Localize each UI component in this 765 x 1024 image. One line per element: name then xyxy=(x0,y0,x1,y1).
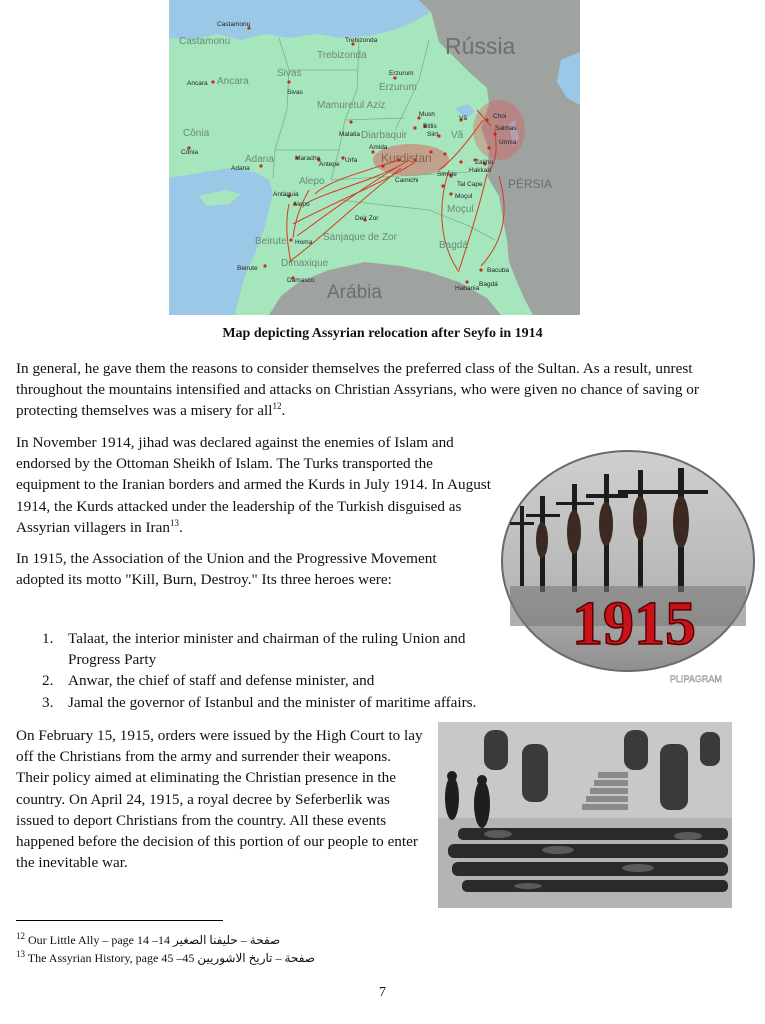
label-mamuretul: Mamuretul Aziz xyxy=(317,100,386,111)
paragraph-1 xyxy=(16,358,736,422)
footnote-ref-12[interactable]: 12 xyxy=(272,401,282,412)
list-text: Anwar, the chief of staff and defense minister, and xyxy=(68,672,375,690)
label-adana: Adana xyxy=(245,154,274,165)
footnote-text: Our Little Ally – page 14 –14 صفحة – حليفنا الصغير xyxy=(25,933,281,947)
label-urfa: Urfa xyxy=(345,157,358,164)
label-erzurum-city: Erzurum xyxy=(389,70,414,77)
label-erzurum: Erzurum xyxy=(379,82,417,93)
list-text: Jamal the governor of Istanbul and the minister of maritime affairs. xyxy=(68,693,477,711)
label-castamonu: Castamonu xyxy=(179,36,231,47)
label-habania: Habania xyxy=(455,285,480,292)
footnote-number: 13 xyxy=(16,949,25,959)
label-castamonu-city: Castamonu xyxy=(217,21,251,28)
page-number: 7 xyxy=(379,985,386,1000)
label-adana-city: Adana xyxy=(231,165,250,172)
label-conia-city: Cônia xyxy=(181,149,198,156)
label-antep: Antepe xyxy=(319,161,340,168)
list-item xyxy=(16,670,536,691)
list-number: 3. xyxy=(42,693,54,711)
label-marash: Marache xyxy=(295,155,321,162)
label-conia: Cônia xyxy=(183,128,210,139)
label-bitlis: Bitlis xyxy=(423,123,437,130)
label-trebizonda: Trebizonda xyxy=(317,50,367,61)
label-siirt: Siirt xyxy=(427,131,439,138)
paragraph-3: In 1915, the Association of the Union and the Progressive Movement adopted its motto "Kill, Burn, Destroy." Its three heroes were: xyxy=(16,550,437,589)
label-bagda: Bagdá xyxy=(439,240,468,251)
footnote-rule xyxy=(16,920,223,921)
label-sanjaque: Sanjaque de Zor xyxy=(323,232,397,243)
label-choi: Choi xyxy=(493,113,507,120)
paragraph-4: On February 15, 1915, orders were issued by the High Court to lay off the Christians from the army and surrender their weapons. Their policy aimed at eliminating the Christian presence in the country. On April 24, 1915, a royal decree by Seferberlik was issued to deport Christians from the country. All these events happened before the decision of this portion of our people to enter the inevitable war. xyxy=(16,727,423,872)
label-sivas-city: Sivas xyxy=(287,89,303,96)
paragraph-1-text: In general, he gave them the reasons to consider themselves the preferred class of the Sultan. As a result, unrest throughout the mountains intensified and attacks on Christian Assyrians, who were given no chance of saving or protecting themselves was a misery for all xyxy=(16,360,699,420)
label-beirute: Beirute xyxy=(255,236,287,247)
list-item xyxy=(16,628,488,670)
label-amida: Amida xyxy=(369,144,388,151)
photo-watermark: PLIPAGRAM xyxy=(670,674,722,684)
label-mocul-city: Moçul xyxy=(455,193,473,200)
relocation-map xyxy=(169,0,580,315)
label-beirute-city: Beirute xyxy=(237,265,258,272)
label-tal-cape: Tal Cape xyxy=(457,181,483,188)
label-persia: PÉRSIA xyxy=(508,177,553,191)
list-text: Talaat, the interior minister and chairman of the ruling Union and Progress Party xyxy=(68,630,466,669)
photo-1915-svg xyxy=(500,436,756,686)
list-item xyxy=(16,692,536,713)
label-diarbaquir: Diarbaquir xyxy=(361,130,408,141)
paragraph-2 xyxy=(16,432,492,538)
label-sivas: Sivas xyxy=(277,68,302,79)
footnote-number: 12 xyxy=(16,931,25,941)
label-trebizonda-city: Trebizonda xyxy=(345,37,378,44)
photo-victims-svg xyxy=(438,722,732,908)
footnote-ref-13[interactable]: 13 xyxy=(169,517,179,528)
year-1915-text: 1915 xyxy=(572,590,696,658)
list-number: 2. xyxy=(42,672,54,690)
label-arabia: Arábia xyxy=(327,282,382,303)
footnote-text: The Assyrian History, page 45 –45 صفحة – تاريخ الاشوريين xyxy=(25,951,315,965)
label-mush: Mush xyxy=(419,111,435,118)
label-salmas: Salmas xyxy=(495,125,517,132)
label-kurdistan: Kurdistan xyxy=(381,151,432,165)
paragraph-2-text: In November 1914, jihad was declared against the enemies of Islam and endorsed by the Ottoman Sheikh of Islam. The Turks transported the equipment to the Iranian borders and armed the Kurds in July 1914. In August 1914, the Kurds attacked under the leadership of the Turkish disguised as Assyrian villagers in Iran xyxy=(16,434,491,536)
label-antakya: Antáquia xyxy=(273,191,299,198)
label-va: Vã xyxy=(451,130,464,141)
label-zakho: Zakho xyxy=(475,159,494,166)
label-bacuba: Bacuba xyxy=(487,267,510,274)
paragraph-1-end: . xyxy=(281,402,286,420)
label-damasco: Damasco xyxy=(287,277,315,284)
photo-1915 xyxy=(500,436,756,686)
label-mocul: Moçul xyxy=(447,204,474,215)
label-dimaxique: Dimaxique xyxy=(281,258,329,269)
map-caption: Map depicting Assyrian relocation after Seyfo in 1914 xyxy=(222,326,543,341)
label-urmia: Urmia xyxy=(499,139,517,146)
footnote-12 xyxy=(16,933,280,947)
heroes-list xyxy=(16,628,536,713)
label-malatia: Malatia xyxy=(339,131,360,138)
label-alepo: Alepo xyxy=(299,176,325,187)
footnote-13 xyxy=(16,951,315,965)
label-va-city: Vã xyxy=(459,115,467,122)
paragraph-2-end: . xyxy=(178,518,183,536)
label-bagda-city: Bagdá xyxy=(479,281,498,288)
label-alepo-city: Alepo xyxy=(293,201,310,208)
label-homa: Homa xyxy=(295,239,313,246)
label-deir-zor: Deir Zor xyxy=(355,215,379,222)
photo-victims xyxy=(438,722,732,908)
map-svg xyxy=(169,0,580,315)
label-simele: Simele xyxy=(437,171,457,178)
list-number: 1. xyxy=(42,630,54,647)
label-kamishli: Camichi xyxy=(395,177,419,184)
label-ancara: Ancara xyxy=(217,76,249,87)
label-ancara-city: Ancara xyxy=(187,80,208,87)
label-hakkari: Hakkari xyxy=(469,167,492,174)
label-russia: Rússia xyxy=(445,33,516,59)
